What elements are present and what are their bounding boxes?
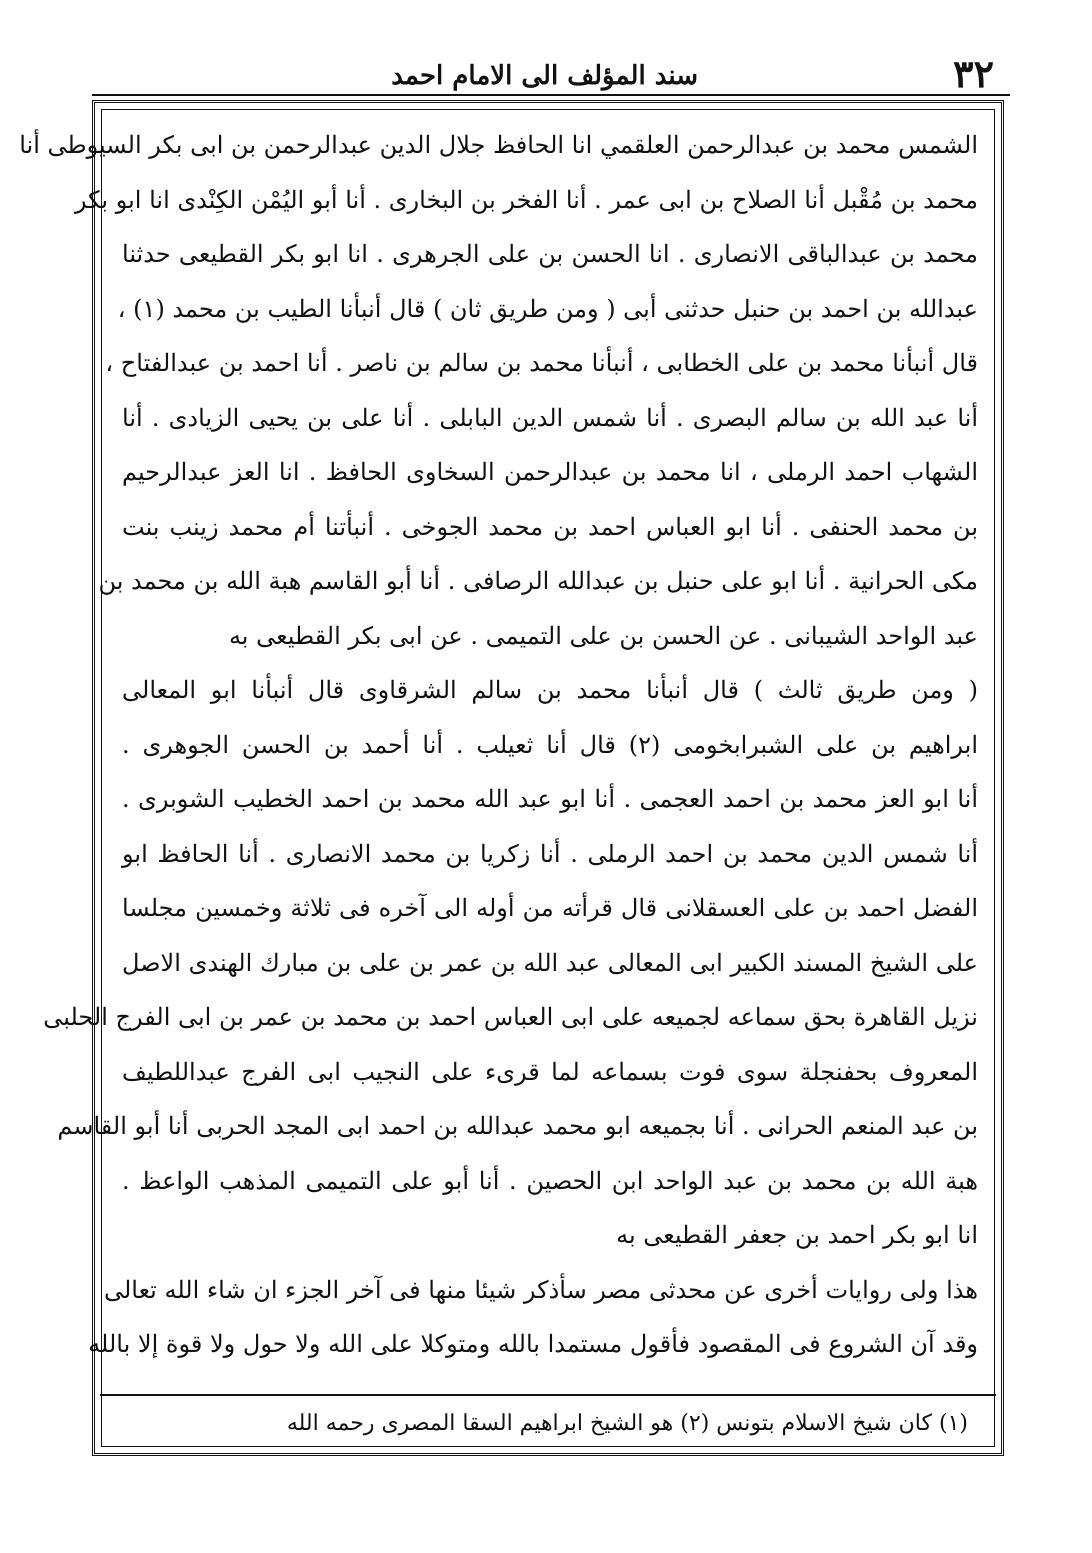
text-line: عبدالله بن احمد بن حنبل حدثنى أبى ( ومن طريق ثان ) قال أنبأنا الطيب بن محمد (١) ،	[117, 294, 978, 323]
text-line: بن محمد الحنفى . أنا ابو العباس احمد بن محمد الجوخى . أنبأتنا أم محمد زينب بنت	[122, 512, 978, 541]
text-line: على الشيخ المسند الكبير ابى المعالى عبد الله بن عمر بن على بن مبارك الهندى الاصل	[122, 948, 978, 977]
text-line: محمد بن عبدالباقى الانصارى . انا الحسن بن على الجرهرى . انا ابو بكر القطيعى حدثنا	[122, 240, 978, 268]
text-line: هبة الله بن محمد بن عبد الواحد ابن الحصين . أنا أبو على التميمى المذهب الواعظ .	[122, 1166, 978, 1195]
text-line: ابراهيم بن على الشبرابخومى (٢) قال أنا ثعيلب . أنا أحمد بن الحسن الجوهرى .	[122, 730, 978, 759]
footnote: (١) كان شيخ الاسلام بتونس (٢) هو الشيخ ابراهيم السقا المصرى رحمه الله	[286, 1411, 968, 1436]
header-rule	[92, 94, 1010, 96]
text-line: المعروف بحفنجلة سوى فوت بسماعه لما قرىء على النجيب ابى الفرج عبداللطيف	[122, 1057, 978, 1086]
text-line: أنا ابو العز محمد بن احمد العجمى . أنا ابو عبد الله محمد بن احمد الخطيب الشوبرى .	[122, 785, 978, 813]
text-line: الفضل احمد بن على العسقلانى قال قرأته من أوله الى آخره فى ثلاثة وخمسين مجلسا	[122, 894, 978, 922]
footnote-rule	[100, 1394, 996, 1396]
text-line: عبد الواحد الشيبانى . عن الحسن بن على التميمى . عن ابى بكر القطيعى به	[228, 621, 978, 650]
body-text	[19, 118, 978, 1372]
text-line: قال أنبأنا محمد بن على الخطابى ، أنبأنا محمد بن سالم بن ناصر . أنا احمد بن عبدالفتاح ،	[105, 349, 978, 377]
text-line: الشمس محمد بن عبدالرحمن العلقمي انا الحافظ جلال الدين عبدالرحمن بن ابى بكر السيوطى أنا	[19, 131, 978, 159]
text-line: الشهاب احمد الرملى ، انا محمد بن عبدالرحمن السخاوى الحافظ . انا العز عبدالرحيم	[122, 458, 978, 486]
text-line: بن عبد المنعم الحرانى . أنا بجميعه ابو محمد عبدالله بن احمد ابى المجد الحربى أنا أبو القاسم	[57, 1112, 978, 1140]
text-line: وقد آن الشروع فى المقصود فأقول مستمدا بالله ومتوكلا على الله ولا حول ولا قوة إلا بالله	[88, 1330, 978, 1358]
page-header	[92, 51, 1008, 96]
text-line: مكى الحرانية . أنا ابو على حنبل بن عبدالله الرصافى . أنا أبو القاسم هبة الله بن محمد بن	[98, 567, 978, 595]
text-line: هذا ولى روايات أخرى عن محدثى مصر سأذكر شيئا منها فى آخر الجزء ان شاء الله تعالى	[103, 1275, 978, 1304]
text-line: أنا شمس الدين محمد بن احمد الرملى . أنا زكريا بن محمد الانصارى . أنا الحافظ ابو	[122, 839, 978, 868]
page-number: ٣٢	[953, 51, 994, 96]
text-line: ( ومن طريق ثالث ) قال أنبأنا محمد بن سالم الشرقاوى قال أنبأنا ابو المعالى	[122, 676, 978, 704]
text-line: محمد بن مُقْبل أنا الصلاح بن ابى عمر . أنا الفخر بن البخارى . أنا أبو اليُمْن الكِنْدى انا ابو بكر	[74, 185, 978, 214]
text-line: انا ابو بكر احمد بن جعفر القطيعى به	[616, 1221, 978, 1249]
text-line: نزيل القاهرة بحق سماعه لجميعه على ابى العباس احمد بن محمد بن عمر بن ابى الفرج الحلبى	[43, 1003, 978, 1031]
running-title: سند المؤلف الى الامام احمد	[391, 61, 698, 91]
text-line: أنا عبد الله بن سالم البصرى . أنا شمس الدين البابلى . أنا على بن يحيى الزيادى . أنا	[122, 403, 978, 432]
